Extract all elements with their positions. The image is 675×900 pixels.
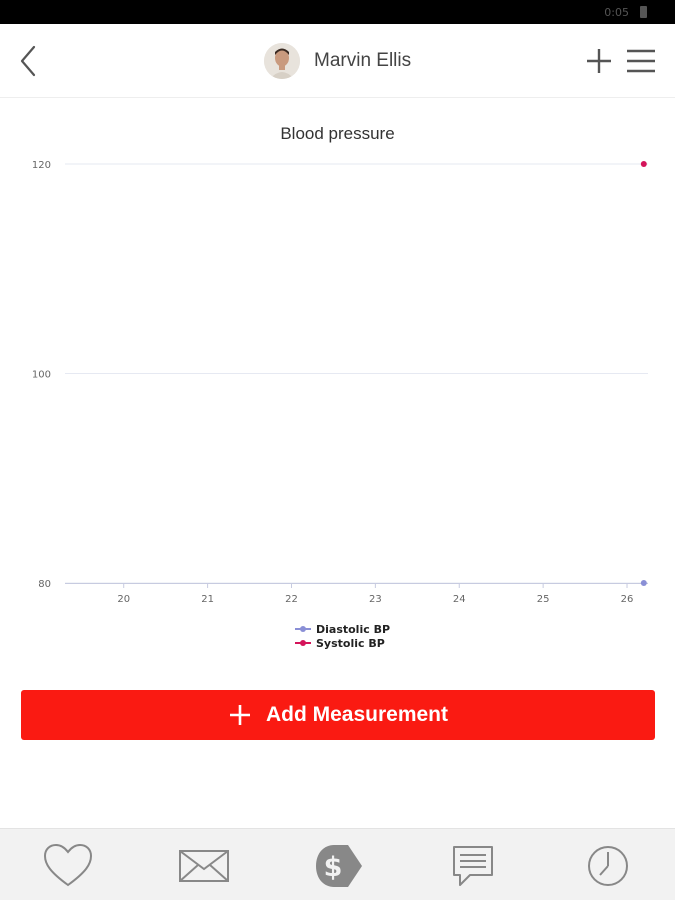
nav-chat[interactable]	[444, 841, 500, 891]
dollar-tag-icon	[310, 841, 366, 891]
legend-label-diastolic-bp: Diastolic BP	[316, 622, 391, 636]
header	[0, 24, 675, 98]
legend-swatch-diastolic-bp	[295, 624, 311, 634]
nav-health[interactable]	[40, 841, 96, 891]
chat-icon	[444, 841, 500, 891]
svg-text:$: $	[323, 852, 343, 883]
nav-messages[interactable]	[176, 841, 232, 891]
status-time: 0:05	[604, 6, 629, 19]
user-name: Marvin Ellis	[314, 50, 412, 71]
legend-label-systolic-bp: Systolic BP	[316, 636, 385, 650]
point-diastolic-bp-0	[641, 580, 647, 586]
add-measurement-button[interactable]	[21, 690, 655, 740]
chevron-left-icon	[14, 42, 44, 80]
status-bar	[0, 0, 675, 24]
x-tick-20: 20	[117, 594, 131, 605]
y-tick-100: 100	[31, 369, 51, 381]
nav-billing[interactable]	[310, 841, 366, 891]
y-tick-120: 120	[31, 160, 51, 171]
x-tick-23: 23	[369, 594, 382, 605]
chart-title: Blood pressure	[280, 124, 395, 143]
legend-item-systolic-bp	[295, 636, 390, 650]
user-profile[interactable]	[264, 42, 411, 80]
legend-swatch-systolic-bp	[295, 638, 311, 648]
avatar	[264, 43, 300, 79]
x-tick-26: 26	[620, 594, 634, 605]
x-tick-22: 22	[285, 594, 298, 605]
chart-legend	[295, 622, 390, 650]
clock-icon	[580, 841, 636, 891]
back-button[interactable]	[14, 42, 44, 80]
y-tick-80: 80	[38, 579, 51, 590]
plus-icon	[584, 46, 614, 76]
x-tick-25: 25	[536, 594, 550, 605]
legend-item-diastolic-bp	[295, 622, 390, 636]
nav-history[interactable]	[580, 841, 636, 891]
add-button-header[interactable]	[584, 46, 614, 76]
point-systolic-bp-0	[641, 161, 647, 167]
x-tick-21: 21	[201, 594, 214, 605]
menu-button[interactable]	[625, 48, 657, 74]
bottom-nav	[0, 828, 675, 900]
add-measurement-label: Add Measurement	[265, 703, 449, 726]
heart-icon	[40, 841, 96, 891]
hamburger-menu-icon	[625, 48, 657, 74]
battery-icon	[640, 6, 647, 18]
x-tick-24: 24	[452, 594, 466, 605]
envelope-icon	[176, 841, 232, 891]
blood-pressure-chart	[0, 150, 675, 620]
plus-icon	[228, 703, 252, 727]
